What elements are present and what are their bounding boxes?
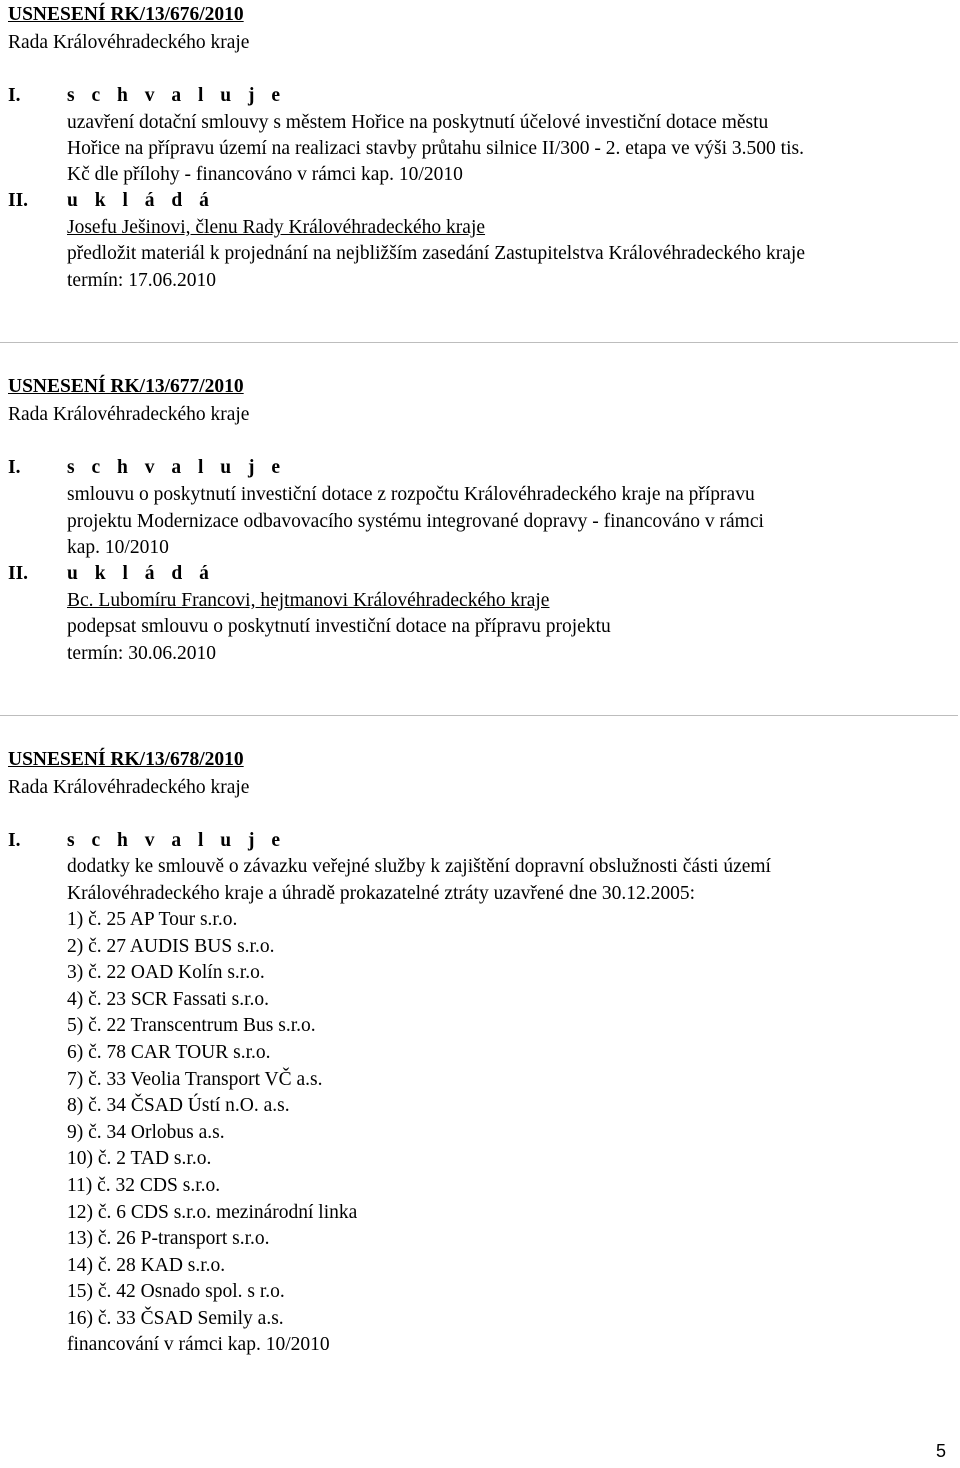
item-text-line: kap. 10/2010 bbox=[67, 537, 169, 558]
list-item: 5) č. 22 Transcentrum Bus s.r.o. bbox=[67, 1015, 316, 1036]
responsible-person: Josefu Ješinovi, členu Rady Královéhradeckého kraje bbox=[67, 217, 486, 238]
responsible-person: Bc. Lubomíru Francovi, hejtmanovi Královéhradeckého kraje bbox=[67, 590, 550, 611]
item-verb: s c h v a l u j e bbox=[67, 830, 286, 851]
deadline: termín: 17.06.2010 bbox=[67, 270, 216, 291]
resolution-title: USNESENÍ RK/13/678/2010 bbox=[8, 749, 244, 770]
item-text-line: Královéhradeckého kraje a úhradě prokazatelné ztráty uzavřené dne 30.12.2005: bbox=[67, 883, 696, 904]
list-item: 10) č. 2 TAD s.r.o. bbox=[67, 1148, 212, 1169]
item-text-line: financování v rámci kap. 10/2010 bbox=[67, 1334, 330, 1355]
item-verb: u k l á d á bbox=[67, 563, 215, 584]
item-text-line: předložit materiál k projednání na nejbližším zasedání Zastupitelstva Královéhradeckého kraje bbox=[67, 243, 806, 264]
list-item: 8) č. 34 ČSAD Ústí n.O. a.s. bbox=[67, 1095, 290, 1116]
item-text-line: dodatky ke smlouvě o závazku veřejné služby k zajištění dopravní obslužnosti části území bbox=[67, 856, 771, 877]
item-text-line: Hořice na přípravu území na realizaci stavby průtahu silnice II/300 - 2. etapa ve výši 3.500 tis. bbox=[67, 138, 804, 159]
list-item: 7) č. 33 Veolia Transport VČ a.s. bbox=[67, 1069, 323, 1090]
item-text-line: smlouvu o poskytnutí investiční dotace z rozpočtu Královéhradeckého kraje na přípravu bbox=[67, 484, 755, 505]
item-text-line: uzavření dotační smlouvy s městem Hořice na poskytnutí účelové investiční dotace městu bbox=[67, 112, 769, 133]
item-text-line: projektu Modernizace odbavovacího systému integrované dopravy - financováno v rámci bbox=[67, 511, 764, 532]
resolution-title: USNESENÍ RK/13/676/2010 bbox=[8, 4, 244, 25]
deadline: termín: 30.06.2010 bbox=[67, 643, 216, 664]
resolution-subtitle: Rada Královéhradeckého kraje bbox=[8, 32, 250, 53]
list-item: 13) č. 26 P-transport s.r.o. bbox=[67, 1228, 270, 1249]
item-number: I. bbox=[8, 830, 21, 851]
list-item: 2) č. 27 AUDIS BUS s.r.o. bbox=[67, 936, 275, 957]
list-item: 11) č. 32 CDS s.r.o. bbox=[67, 1175, 221, 1196]
section-divider bbox=[0, 342, 958, 343]
list-item: 12) č. 6 CDS s.r.o. mezinárodní linka bbox=[67, 1202, 358, 1223]
item-number: II. bbox=[8, 190, 29, 211]
list-item: 1) č. 25 AP Tour s.r.o. bbox=[67, 909, 238, 930]
list-item: 4) č. 23 SCR Fassati s.r.o. bbox=[67, 989, 270, 1010]
item-number: I. bbox=[8, 457, 21, 478]
resolution-subtitle: Rada Královéhradeckého kraje bbox=[8, 777, 250, 798]
list-item: 14) č. 28 KAD s.r.o. bbox=[67, 1255, 226, 1276]
item-text-line: Kč dle přílohy - financováno v rámci kap. 10/2010 bbox=[67, 164, 463, 185]
item-verb: s c h v a l u j e bbox=[67, 85, 286, 106]
item-number: II. bbox=[8, 563, 29, 584]
section-divider bbox=[0, 715, 958, 716]
list-item: 15) č. 42 Osnado spol. s r.o. bbox=[67, 1281, 285, 1302]
resolution-title: USNESENÍ RK/13/677/2010 bbox=[8, 376, 244, 397]
item-text-line: podepsat smlouvu o poskytnutí investiční dotace na přípravu projektu bbox=[67, 616, 611, 637]
page-number: 5 bbox=[935, 1441, 946, 1461]
resolution-subtitle: Rada Královéhradeckého kraje bbox=[8, 404, 250, 425]
item-verb: u k l á d á bbox=[67, 190, 215, 211]
list-item: 9) č. 34 Orlobus a.s. bbox=[67, 1122, 225, 1143]
item-verb: s c h v a l u j e bbox=[67, 457, 286, 478]
list-item: 16) č. 33 ČSAD Semily a.s. bbox=[67, 1308, 284, 1329]
list-item: 6) č. 78 CAR TOUR s.r.o. bbox=[67, 1042, 271, 1063]
list-item: 3) č. 22 OAD Kolín s.r.o. bbox=[67, 962, 265, 983]
item-number: I. bbox=[8, 85, 21, 106]
